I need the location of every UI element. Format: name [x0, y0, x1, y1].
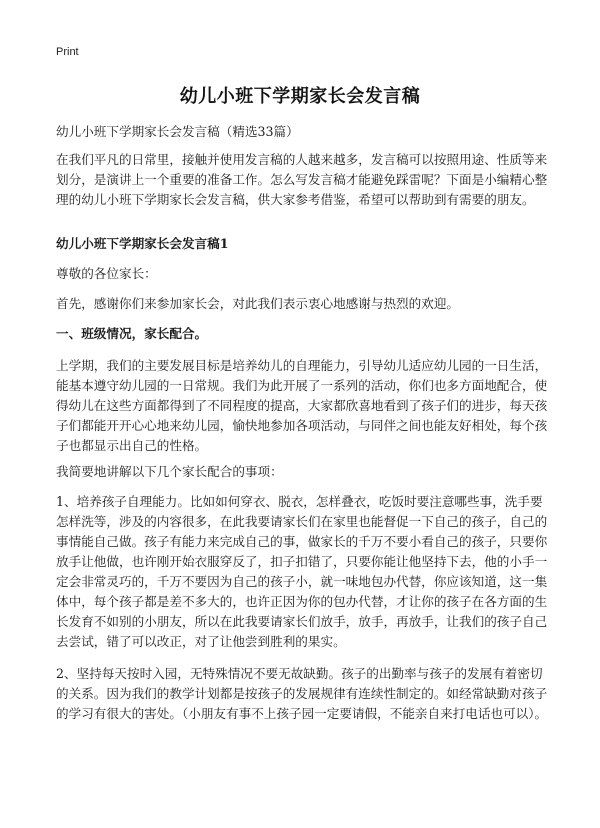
intro-paragraph: 在我们平凡的日常里，接触并使用发言稿的人越来越多，发言稿可以按照用途、性质等来划分，是演讲上一个重要的准备工作。怎么写发言稿才能避免踩雷呢？下面是小编精心整理的幼儿小班下学期家长会发言稿，供大家参考借鉴，希望可以帮助到有需要的朋友。: [56, 152, 548, 207]
section-heading: 一、班级情况，家长配合。: [56, 326, 208, 341]
list-item-2: 2、坚持每天按时入园，无特殊情况不要无故缺勤。孩子的出勤率与孩子的发展有着密切的关系。因为我们的教学计划都是按孩子的发展规律有连续性制定的。如经常缺勤对孩子的学习有很大的害处。（小朋友有事不上孩子园一定要请假，不能亲自来打电话也可以）。: [56, 666, 548, 721]
opening-paragraph: 首先，感谢你们来参加家长会，对此我们表示衷心地感谢与热烈的欢迎。: [56, 296, 459, 311]
paragraph-2: 我简要地讲解以下几个家长配合的事项：: [56, 464, 283, 479]
document-title: 幼儿小班下学期家长会发言稿: [179, 86, 421, 107]
speech-heading: 幼儿小班下学期家长会发言稿1: [56, 236, 229, 251]
print-label: Print: [56, 46, 79, 58]
list-item-1: 1、培养孩子自理能力。比如如何穿衣、脱衣，怎样叠衣，吃饭时要注意哪些事，洗手要怎样洗等，涉及的内容很多，在此我要请家长们在家里也能督促一下自己的孩子，自己的事情能自己做。孩子有能力来完成自己的事，做家长的千万不要小看自己的孩子，只要你放手让他做，也许刚开始衣服穿反了，扣子扣错了，只要你能让他坚持下去，他的小手一定会非常灵巧的，千万不要因为自己的孩子小，就一味地包办代替，你应该知道，这一集体中，每个孩子都是差不多大的，也许正因为你的包办代替，才让你的孩子在各方面的生长发育不如别的小朋友，所以在此我要请家长们放手，放手，再放手，让我们的孩子自己去尝试，错了可以改正，对了让他尝到胜利的果实。: [56, 494, 548, 649]
paragraph-1: 上学期，我们的主要发展目标是培养幼儿的自理能力，引导幼儿适应幼儿园的一日生活，能基本遵守幼儿园的一日常规。我们为此开展了一系列的活动，你们也多方面地配合，使得幼儿在这些方面都得到了不同程度的提高，大家都欣喜地看到了孩子们的进步，每天孩子们都能开开心心地来幼儿园，愉快地参加各项活动，与同伴之间也能友好相处，每个孩子也都显示出自己的性格。: [56, 358, 548, 453]
document-subtitle: 幼儿小班下学期家长会发言稿（精选33篇）: [56, 124, 299, 139]
greeting: 尊敬的各位家长：: [56, 266, 157, 281]
